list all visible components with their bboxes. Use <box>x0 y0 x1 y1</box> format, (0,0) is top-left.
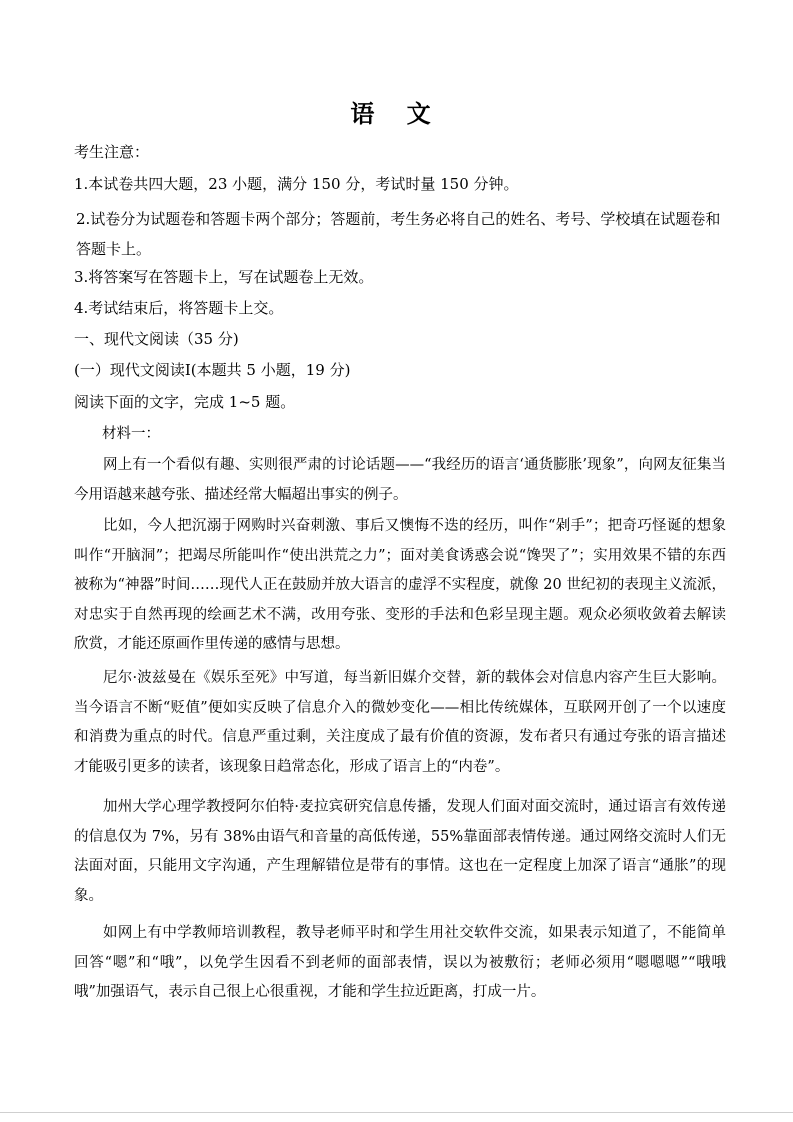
notice-item-2: 2.试卷分为试题卷和答题卡两个部分；答题前，考生务必将自己的姓名、考号、学校填在试题卷和答题卡上。 <box>76 210 721 258</box>
reading-instruction: 阅读下面的文字，完成 1~5 题。 <box>74 393 296 411</box>
notice-item-3: 3.将答案写在答题卡上，写在试题卷上无效。 <box>74 268 374 286</box>
page-bottom-rule <box>0 1112 793 1113</box>
notice-heading: 考生注意： <box>74 143 150 161</box>
section-heading: 一、现代文阅读（35 分) <box>74 330 239 348</box>
notice-item-1: 1.本试卷共四大题，23 小题，满分 150 分，考试时量 150 分钟。 <box>74 175 519 193</box>
material-label: 材料一： <box>102 426 160 442</box>
passage-paragraph-5: 如网上有中学教师培训教程，教导老师平时和学生用社交软件交流，如果表示知道了，不能简单回答“嗯”和“哦”，以免学生因看不到老师的面部表情，误以为被敷衍；老师必须用“嗯嗯嗯”“哦哦哦”加强语气，表示自己很上心很重视，才能和学生拉近距离，打成一片。 <box>74 925 726 1000</box>
passage-paragraph-3: 尼尔·波兹曼在《娱乐至死》中写道，每当新旧媒介交替，新的载体会对信息内容产生巨大影响。当今语言不断“贬值”便如实反映了信息介入的微妙变化——相比传统媒体，互联网开创了一个以速度和消费为重点的时代。信息严重过剩，关注度成了最有价值的资源，发布者只有通过夸张的语言描述才能吸引更多的读者，该现象日趋常态化，形成了语言上的“内卷”。 <box>74 670 726 775</box>
passage-paragraph-4: 加州大学心理学教授阿尔伯特·麦拉宾研究信息传播，发现人们面对面交流时，通过语言有效传递的信息仅为 7%，另有 38%由语气和音量的高低传递，55%靠面部表情传递。通过网络交流时人们无法面对面，只能用文字沟通，产生理解错位是带有的事情。这也在一定程度上加深了语言“通胀”的现象。 <box>74 799 726 904</box>
passage-paragraph-2: 比如，今人把沉溺于网购时兴奋刺激、事后又懊悔不迭的经历，叫作“剁手”；把奇巧怪诞的想象叫作“开脑洞”；把竭尽所能叫作“使出洪荒之力”；面对美食诱惑会说“馋哭了”；实用效果不错的东西被称为“神器”时间……现代人正在鼓励并放大语言的虚浮不实程度，就像 20 世纪初的表现主义流派，对忠实于自然再现的绘画艺术不满，改用夸张、变形的手法和色彩呈现主题。观众必须收敛着去解读欣赏，才能还原画作里传递的感情与思想。 <box>74 518 726 652</box>
section-subheading: (一）现代文阅读Ⅰ(本题共 5 小题，19 分) <box>74 361 351 379</box>
exam-title: 语 文 <box>350 99 443 128</box>
passage-paragraph-1: 网上有一个看似有趣、实则很严肃的讨论话题——“我经历的语言‘通货膨胀’现象”，向网友征集当今用语越来越夸张、描述经常大幅超出事实的例子。 <box>74 457 726 503</box>
notice-item-4: 4.考试结束后，将答题卡上交。 <box>74 299 284 317</box>
